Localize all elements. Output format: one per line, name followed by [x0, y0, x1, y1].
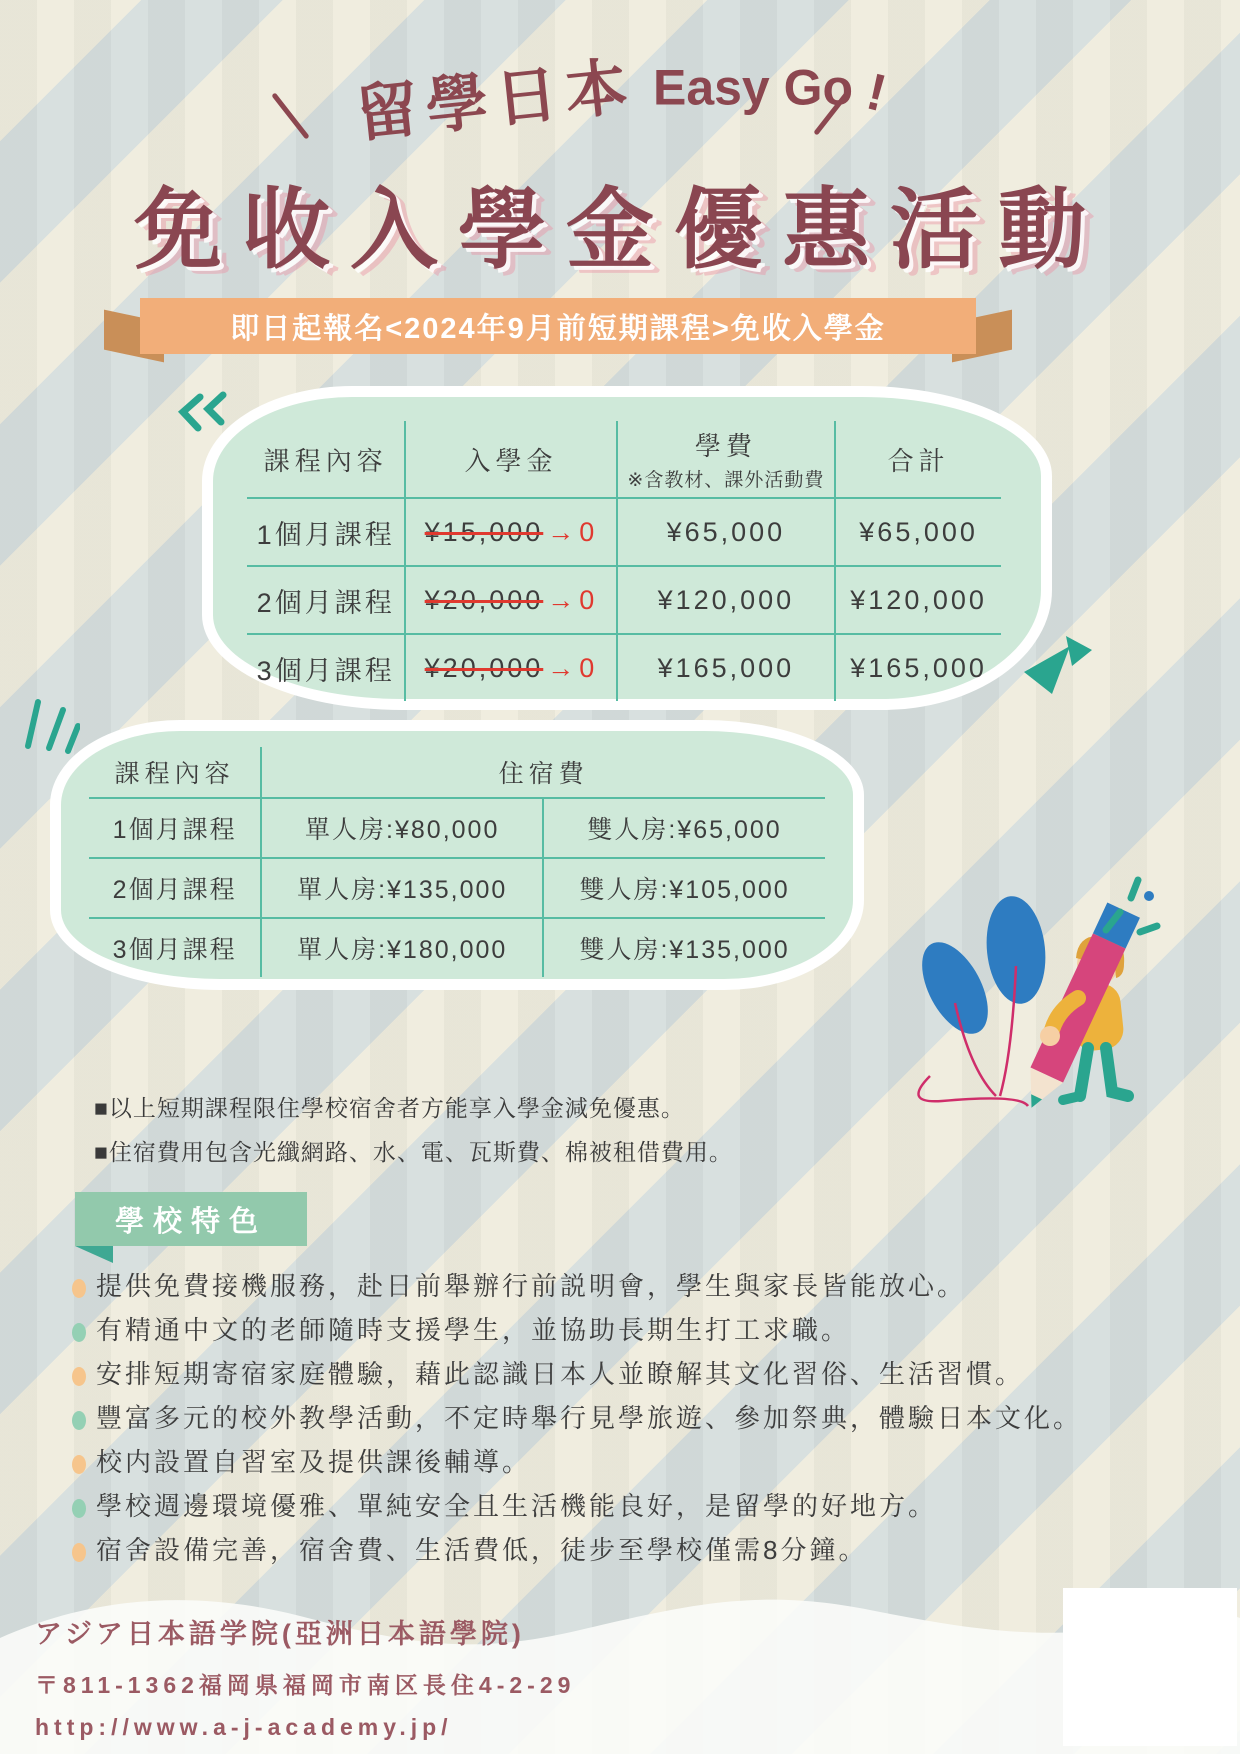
table-row: 1個月課程 ¥15,000 →0 ¥65,000 ¥65,000	[247, 498, 1001, 566]
table-row: 2個月課程 ¥20,000 →0 ¥120,000 ¥120,000	[247, 566, 1001, 634]
footer	[0, 1560, 1240, 1754]
pencil-illustration	[900, 838, 1162, 1110]
table-row: 3個月課程 單人房:¥180,000 雙人房:¥135,000	[89, 918, 825, 977]
table-row: 2個月課程 單人房:¥135,000 雙人房:¥105,000	[89, 858, 825, 918]
old-fee: ¥20,000	[424, 584, 544, 615]
fee-table-card	[202, 386, 1052, 710]
features-list	[72, 1272, 1182, 1580]
list-item: 學校週邊環境優雅、單純安全且生活機能良好，是留學的好地方。	[72, 1492, 1182, 1521]
bullet-dot-icon	[72, 1323, 86, 1342]
fee-table-header-row	[247, 421, 1001, 498]
new-fee: 0	[579, 584, 598, 615]
slogan-latin: Easy Go	[653, 59, 854, 116]
table-row: 3個月課程 ¥20,000 →0 ¥165,000 ¥165,000	[247, 634, 1001, 701]
accommodation-header-row	[89, 747, 825, 798]
list-item: 豐富多元的校外教學活動，不定時舉行見學旅遊、參加祭典，體驗日本文化。	[72, 1404, 1182, 1433]
arrow-icon: →	[547, 584, 578, 615]
accent-chevrons-icon	[176, 388, 234, 434]
list-item: 宿舍設備完善，宿舍費、生活費低，徒步至學校僅需8分鐘。	[72, 1536, 1182, 1565]
fee-header-tuition: 學費 ※含教材、課外活動費	[617, 421, 836, 498]
features-heading: 學校特色	[114, 1205, 267, 1238]
ribbon-banner: 即日起報名<2024年9月前短期課程>免收入學金	[140, 298, 976, 354]
slogan-exclamation: !	[860, 62, 892, 124]
features-heading-tag	[75, 1192, 307, 1246]
accommodation-header-fee: 住宿費	[261, 747, 825, 798]
school-address: 〒811-1362福岡県福岡市南区長住4-2-29	[35, 1672, 576, 1698]
fee-header-tuition-note: ※含教材、課外活動費	[627, 470, 825, 491]
old-fee: ¥15,000	[424, 516, 544, 547]
school-name: アジア日本語学院(亞洲日本語學院)	[35, 1619, 525, 1649]
accommodation-table	[89, 747, 825, 977]
fee-table	[247, 421, 1001, 701]
school-url: http://www.a-j-academy.jp/	[35, 1714, 453, 1740]
list-item: 校内設置自習室及提供課後輔導。	[72, 1448, 1182, 1477]
bullet-dot-icon	[72, 1455, 86, 1474]
new-fee: 0	[579, 652, 598, 683]
fee-header-total: 合計	[835, 421, 1001, 498]
bullet-dot-icon	[72, 1367, 86, 1386]
old-fee: ¥20,000	[424, 652, 544, 683]
slogan-cjk: 留學日本	[352, 51, 639, 150]
page-title: 免收入學金優惠活動	[133, 180, 1106, 279]
accent-triangles-icon	[1022, 634, 1094, 706]
list-item: 提供免費接機服務，赴日前舉辦行前説明會，學生與家長皆能放心。	[72, 1272, 1182, 1301]
notes	[94, 1086, 733, 1174]
list-item: 安排短期寄宿家庭體驗，藉此認識日本人並瞭解其文化習俗、生活習慣。	[72, 1360, 1182, 1389]
accommodation-table-card	[50, 720, 864, 990]
note-line: ■以上短期課程限住學校宿舍者方能享入學金減免優惠。	[94, 1095, 685, 1121]
footer-contact	[35, 1612, 575, 1754]
bullet-dot-icon	[72, 1279, 86, 1298]
accent-rays-icon	[16, 688, 80, 754]
arrow-icon: →	[547, 516, 578, 547]
fee-header-admission: 入學金	[405, 421, 616, 498]
bullet-dot-icon	[72, 1499, 86, 1518]
list-item: 有精通中文的老師隨時支援學生，並協助長期生打工求職。	[72, 1316, 1182, 1345]
table-row: 1個月課程 單人房:¥80,000 雙人房:¥65,000	[89, 798, 825, 858]
fee-header-course: 課程內容	[247, 421, 405, 498]
new-fee: 0	[579, 516, 598, 547]
bullet-dot-icon	[72, 1411, 86, 1430]
accommodation-header-course: 課程內容	[89, 747, 261, 798]
top-slogan	[0, 24, 1240, 156]
tag-fold	[75, 1246, 113, 1263]
arrow-icon: →	[547, 652, 578, 683]
note-line: ■住宿費用包含光纖網路、水、電、瓦斯費、棉被租借費用。	[94, 1139, 733, 1165]
white-panel	[1063, 1588, 1237, 1746]
